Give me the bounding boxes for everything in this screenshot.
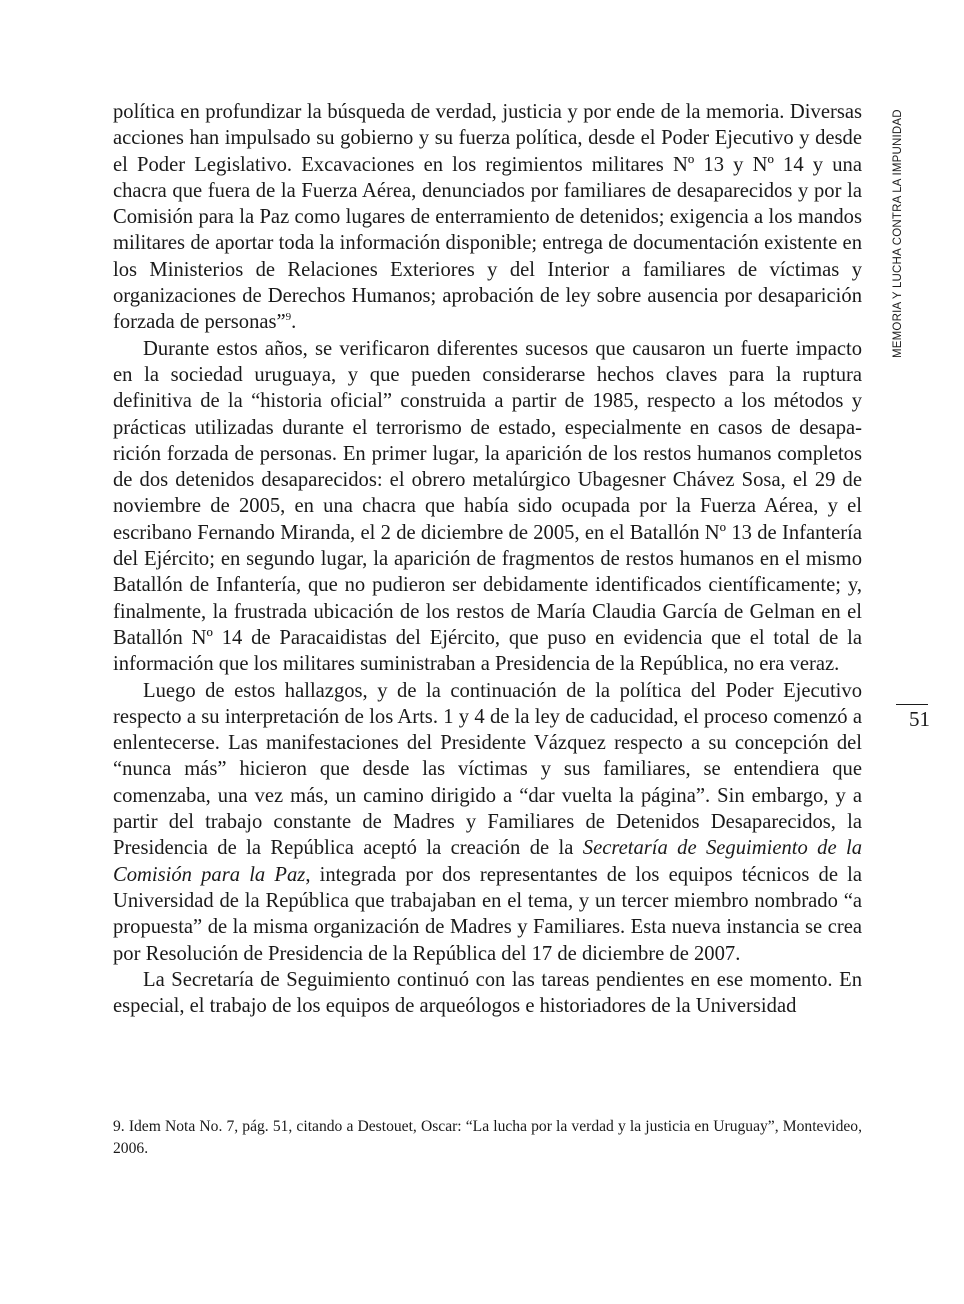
paragraph-1 — [113, 99, 862, 336]
paragraph-1-end: . — [291, 311, 297, 334]
paragraph-2: Durante estos años, se verificaron diferentes sucesos que causaron un fuerte impacto en la sociedad uruguaya, y que pueden considerarse hechos claves para la ruptura definitiva de la “historia oficial” construida a partir de 1985, respecto a los métodos y prácticas utilizadas durante el terrorismo de estado, especialmente en casos de desaparición forzada de personas. En primer lugar, la aparición de los restos humanos completos de dos detenidos desaparecidos: el obrero metalúrgico Ubagesner Chávez Sosa, el 29 de noviembre de 2005, en una chacra que había sido ocupada por la Fuerza Aérea, y el escribano Fernando Miranda, el 2 de diciembre de 2005, en el Batallón Nº 13 de Infantería del Ejército; en segundo lugar, la aparición de fragmentos de restos humanos en el mismo Batallón de Infantería, que no pudieron ser debidamente identificados científicamente; y, finalmente, la frustrada ubicación de los restos de María Claudia García de Gelman en el Batallón Nº 14 de Paracaidistas del Ejército, que puso en evidencia que el total de la información que los militares suministraban a Presidencia de la República, no era veraz. — [113, 337, 862, 676]
page-number-rule — [896, 704, 928, 705]
body-text — [113, 99, 862, 1019]
footnote-reference: 9 — [285, 311, 292, 324]
paragraph-3-italic-title: Secretaría de Seguimiento de la Comisión para la Paz — [113, 837, 862, 886]
footnote: 9. Idem Nota No. 7, pág. 51, citando a Destouet, Oscar: “La lucha por la verdad y la justicia en Uruguay”, Montevideo, 2006. — [113, 1118, 862, 1157]
running-head: MEMORIA Y LUCHA CONTRA LA IMPUNIDAD — [892, 109, 904, 358]
paragraph-4: La Secretaría de Seguimiento continuó con las tareas pendientes en ese momento. En especial, el trabajo de los equipos de arqueólogos e historiadores de la Universidad — [113, 968, 862, 1018]
paragraph-3-text-end: , integrada por dos representantes de los equipos técnicos de la Universidad de la República que trabajaban en el tema, y un tercer miembro nombrado “a propuesta” de la misma organización de Madres y Familiares. Esta nueva instancia se crea por Resolución de Presidencia de la República del 17 de diciembre de 2007. — [113, 863, 862, 965]
page-number: 51 — [909, 707, 930, 731]
paragraph-3 — [113, 678, 862, 967]
paragraph-1-text: política en profundizar la búsqueda de verdad, justicia y por ende de la memoria. Diversas acciones han impulsado su gobierno y su fuerza política, desde el Poder Ejecutivo y desde el Poder Legislativo. Excavaciones en los regimientos militares Nº 13 y Nº 14 y una chacra que fuera de la Fuerza Aérea, denunciados por familiares de desaparecidos y por la Comisión para la Paz como lugares de enterramiento de detenidos; exigencia a los mandos militares de aportar toda la información disponible; entrega de documentación existente en los Ministerios de Relaciones Exteriores y del Interior a familiares de víctimas y organizaciones de Derechos Humanos; aprobación de ley sobre ausencia por desaparición forzada de personas” — [113, 101, 862, 334]
paragraph-3-text-start: Luego de estos hallazgos, y de la continuación de la política del Poder Ejecutivo respecto a su interpretación de los Arts. 1 y 4 de la ley de caducidad, el proceso comenzó a enlentecerse. Las manifestaciones del Presidente Vázquez respecto a su concepción del “nunca más” hicieron que desde las víctimas y sus familiares, se entendiera que comenzaba, una vez más, un camino dirigido a “dar vuelta la página”. Sin embargo, y a partir del trabajo constante de Madres y Familiares de Detenidos Desaparecidos, la Presidencia de la República aceptó la creación de la — [113, 679, 862, 860]
